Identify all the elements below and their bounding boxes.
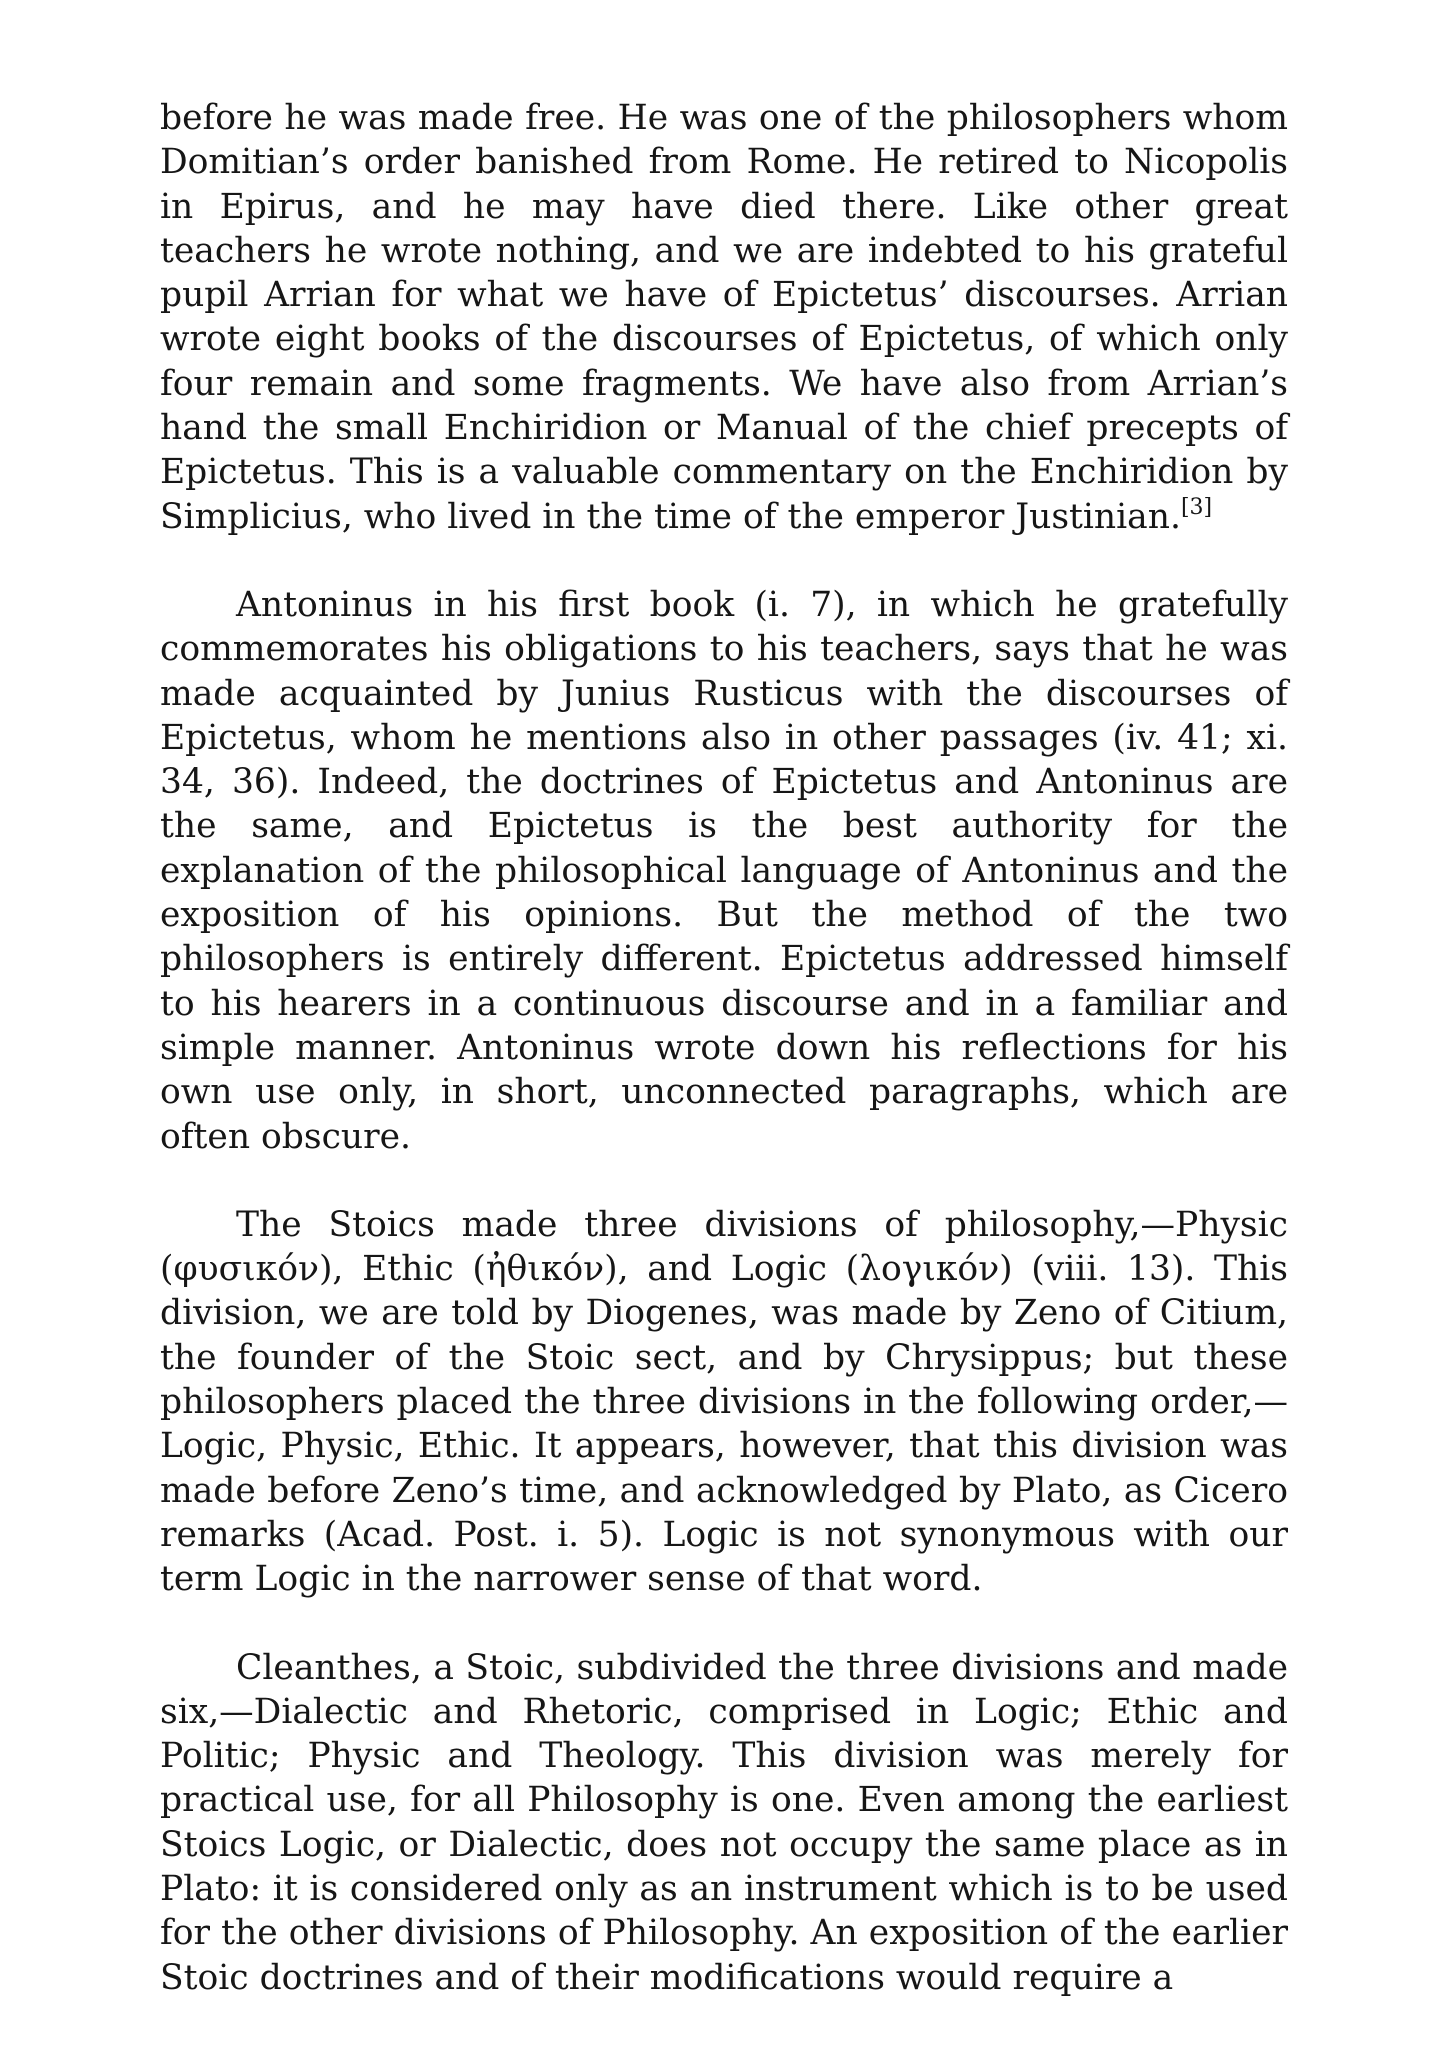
page-body xyxy=(160,96,1288,2000)
paragraph-text: before he was made free. He was one of the philosophers whom Domitian’s order banished from Rome. He retired to Nicopolis in Epirus, and he may have died there. Like other great teachers he wrote nothing, and we are indebted to his grateful pupil Arrian for what we have of Epictetus’ discourses. Arrian wrote eight books of the discourses of Epictetus, of which only four remain and some fragments. We have also from Arrian’s hand the small Enchiridion or Manual of the chief precepts of Epictetus. This is a valuable commentary on the Enchiridion by Simplicius, who lived in the time of the emperor Justinian. xyxy=(160,98,1288,537)
footnote-ref-3[interactable]: [3] xyxy=(1180,494,1213,520)
paragraph-epictetus-life xyxy=(160,96,1288,539)
paragraph-text: Cleanthes, a Stoic, subdivided the three divisions and made six,—Dialectic and Rhetoric, comprised in Logic; Ethic and Politic; Physic and Theology. This division was merely for practical use, for all Philosophy is one. Even among the earliest Stoics Logic, or Dialectic, does not occupy the same place as in Plato: it is considered only as an instrument which is to be used for the other divisions of Philosophy. An exposition of the earlier Stoic doctrines and of their modifications would require a xyxy=(160,1647,1288,1998)
paragraph-cleanthes xyxy=(160,1646,1288,2000)
paragraph-stoic-divisions xyxy=(160,1203,1288,1602)
paragraph-antoninus-teachers xyxy=(160,583,1288,1159)
paragraph-text: Antoninus in his first book (i. 7), in which he gratefully commemorates his obligations to his teachers, says that he was made acquainted by Junius Rusticus with the discourses of Epictetus, whom he mentions also in other passages (iv. 41; xi. 34, 36). Indeed, the doctrines of Epictetus and Antoninus are the same, and Epictetus is the best authority for the explanation of the philosophical language of Antoninus and the exposition of his opinions. But the method of the two philosophers is entirely different. Epictetus addressed himself to his hearers in a continuous discourse and in a familiar and simple manner. Antoninus wrote down his reflections for his own use only, in short, unconnected paragraphs, which are often obscure. xyxy=(160,584,1288,1157)
paragraph-text: The Stoics made three divisions of philosophy,—Physic (φυσικόν), Ethic (ἠθικόν), and Logic (λογικόν) (viii. 13). This division, we are told by Diogenes, was made by Zeno of Citium, the founder of the Stoic sect, and by Chrysippus; but these philosophers placed the three divisions in the following order,—Logic, Physic, Ethic. It appears, however, that this division was made before Zeno’s time, and acknowledged by Plato, as Cicero remarks (Acad. Post. i. 5). Logic is not synonymous with our term Logic in the narrower sense of that word. xyxy=(160,1204,1288,1600)
